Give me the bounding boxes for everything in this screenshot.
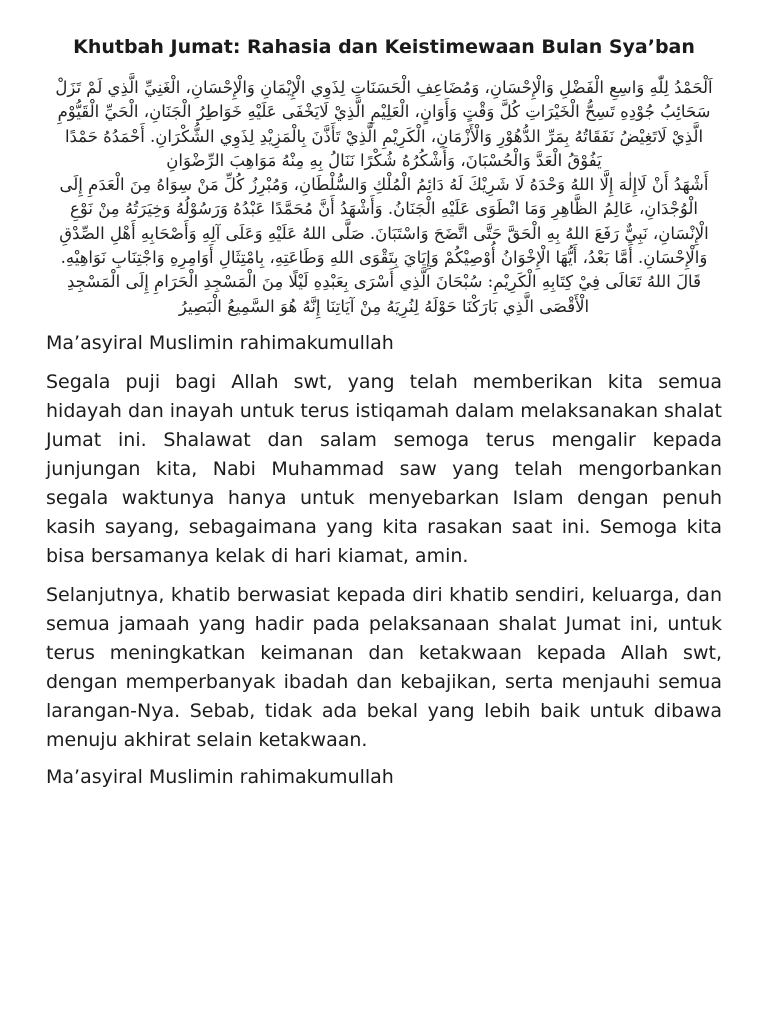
arabic-opening-praise: اَلْحَمْدُ لِلّٰهِ وَاسِعِ الْفَضْلِ وَالْإِحْسَانِ، وَمُضَاعِفِ الْحَسَنَاتِ لِذَوِي الْإِيْمَانِ وَالْإِحْسَانِ، الْغَنِيِّ الَّذِي لَمْ تَزَلْ سَحَائِبُ جُوْدِهِ تَسِحُّ الْخَيْرَاتِ كُلَّ وَقْتٍ وَأَوَانٍ، الْعَلِيْمِ الَّذِيْ لَايَخْفَى عَلَيْهِ خَوَاطِرُ الْجَنَانِ، الْحَيِّ الْقَيُّوْمِ الَّذِيْ لَاتَغِيْضُ نَفَقَاتُهُ بِمَرِّ الدُّهُوْرِ وَالْأَزْمَانِ، الْكَرِيْمِ الَّذِيْ تَأَذَّنَ بِالْمَزِيْدِ لِذَوِي الشُّكْرَانِ. أَحْمَدُهُ حَمْدًا يَفُوْقُ الْعَدَّ وَالْحُسْبَانَ، وَأَشْكُرُهُ شُكْرًا نَنَالُ بِهِ مِنْهُ مَوَاهِبَ الرِّضْوَانِ: [55, 78, 713, 170]
salutation-heading-second: Ma’asyiral Muslimin rahimakumullah: [46, 765, 394, 788]
paragraph-opening: Segala puji bagi Allah swt, yang telah memberikan kita semua hidayah dan inayah untuk terus istiqamah dalam melaksanakan shalat Jumat ini. Shalawat dan salam semoga terus mengalir kepada junjungan kita, Nabi Muhammad saw yang telah mengorbankan segala waktunya hanya untuk menyebarkan Islam dengan penuh kasih sayang, sebagaimana yang kita rasakan saat ini. Semoga kita bisa bersamanya kelak di hari kiamat, amin.: [46, 370, 722, 567]
arabic-opening-testimony: أَشْهَدُ أَنْ لَاإِلٰهَ إِلَّا اللهُ وَحْدَهُ لَا شَرِيْكَ لَهُ دَائِمُ الْمُلْكِ وَالسُّلْطَانِ، وَمُبْرِزُ كُلِّ مَنْ سِوَاهُ مِنَ الْعَدَمِ إِلَى الْوُجْدَانِ، عَالِمُ الظَّاهِرِ وَمَا انْطَوَى عَلَيْهِ الْجَنَانُ. وَأَشْهَدُ أَنَّ مُحَمَّدًا عَبْدُهُ وَرَسُوْلُهُ وَخِيَرَتُهُ مِنْ نَوْعِ الْإِنْسَانِ، نَبِيٌّ رَفَعَ اللهُ بِهِ الْحَقَّ حَتَّى اتَّضَحَ وَاسْتَبَانَ. صَلَّى اللهُ عَلَيْهِ وَعَلَى آلِهِ وَأَصْحَابِهِ أَهْلِ الصِّدْقِ وَالْإِحْسَانِ. أَمَّا بَعْدُ، أَيُّهَا الْإِخْوَانُ أُوْصِيْكُمْ وَإِيَايَ بِتَقْوَى اللهِ وَطَاعَتِهِ، بِامْتِثَالِ أَوَامِرِهِ وَاجْتِنَابِ نَوَاهِيْهِ. قَالَ اللهُ تَعَالَى فِيْ كِتَابِهِ الْكَرِيْمِ: سُبْحَانَ الَّذِي أَسْرَى بِعَبْدِهِ لَيْلًا مِنَ الْمَسْجِدِ الْحَرَامِ إِلَى الْمَسْجِدِ الْأَقْصَى الَّذِي بَارَكْنَا حَوْلَهُ لِنُرِيَهُ مِنْ آيَاتِنَا إِنَّهُ هُوَ السَّمِيعُ الْبَصِيرُ: [59, 175, 709, 316]
salutation-heading: Ma’asyiral Muslimin rahimakumullah: [46, 331, 394, 354]
paragraph-wasiat: Selanjutnya, khatib berwasiat kepada diri khatib sendiri, keluarga, dan semua jamaah yang hadir pada pelaksanaan shalat Jumat ini, untuk terus meningkatkan keimanan dan ketakwaan kepada Allah swt, dengan memperbanyak ibadah dan kebajikan, serta menjauhi semua larangan-Nya. Sebab, tidak ada bekal yang lebih baik untuk dibawa menuju akhirat selain ketakwaan.: [46, 583, 722, 751]
document-title: Khutbah Jumat: Rahasia dan Keistimewaan Bulan Sya’ban: [73, 36, 695, 58]
